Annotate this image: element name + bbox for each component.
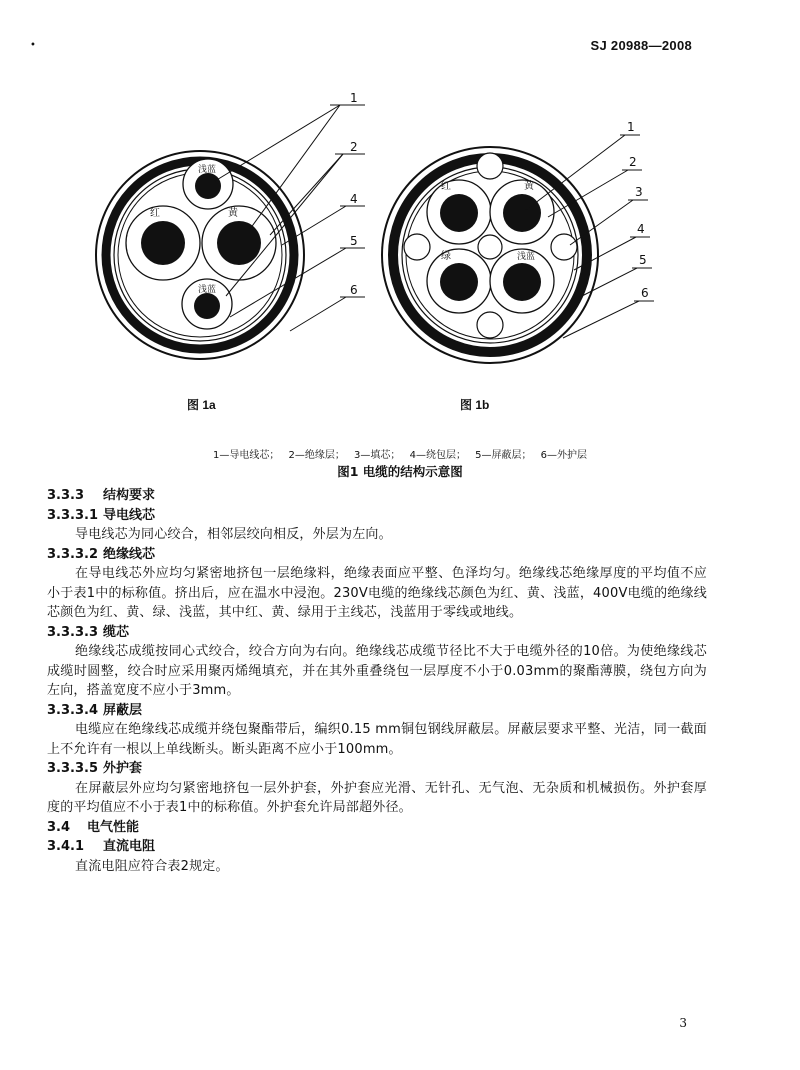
section-heading: 3.3.3 结构要求 (47, 488, 156, 503)
section-paragraph: 直流电阻应符合表2规定。 (75, 858, 229, 874)
section-paragraph: 在屏蔽层外应均匀紧密地挤包一层外护套，外护套应光滑、无针孔、无气泡、无杂质和机械损伤。外护套厚度的平均值应不小于表1中的标称值。外护套允许局部超外径。 (47, 780, 707, 815)
section-heading: 3.3.3.3 缆芯 (47, 624, 130, 640)
page-number: 3 (679, 1016, 687, 1030)
section-paragraph: 在导电线芯外应均匀紧密地挤包一层绝缘料，绝缘表面应平整、色泽均匀。绝缘线芯绝缘厚度的平均值不应小于表1中的标称值。挤出后，应在温水中浸泡。230V电缆的绝缘线芯颜色为红、黄、浅蓝，400V电缆的绝缘线芯颜色为红、黄、绿、浅蓝，其中红、黄、绿用于主线芯，浅蓝用于零线或地线。 (47, 566, 707, 620)
fig-a-callout-2: 2 (350, 140, 358, 154)
fig-a-callout-6: 6 (350, 283, 358, 297)
fig-a-core-top-color: 浅蓝 (198, 165, 217, 175)
fig-a-callout-5: 5 (350, 234, 358, 248)
body-text (47, 486, 707, 876)
section-paragraph: 电缆应在绝缘线芯成缆并绕包聚酯带后，编织0.15 mm铜包钢线屏蔽层。屏蔽层要求平整、光洁，同一截面上不允许有一根以上单线断头。断头距离不应小于100mm。 (47, 722, 707, 757)
fig-a-core-bottom-color: 浅蓝 (198, 285, 217, 295)
standard-number: SJ 20988—2008 (590, 38, 692, 53)
cable-structure-figure (0, 85, 800, 445)
section-heading: 3.4.1 直流电阻 (47, 839, 156, 854)
figure-1a-label: 图 1a (187, 398, 216, 412)
section-heading: 3.4 电气性能 (47, 819, 140, 835)
figure-1a-diagram (96, 91, 365, 359)
fig-b-callout-1: 1 (627, 120, 635, 134)
section-paragraph: 导电线芯为同心绞合，相邻层绞向相反，外层为左向。 (75, 527, 392, 542)
fig-a-callout-1: 1 (350, 91, 358, 105)
cable-diagrams-svg (0, 85, 800, 415)
fig-b-callout-5: 5 (639, 253, 647, 267)
figure-legend: 1—导电线芯； 2—绝缘层； 3—填芯； 4—绕包层； 5—屏蔽层； 6—外护层 (212, 450, 588, 461)
section-heading: 3.3.3.5 外护套 (47, 761, 143, 776)
fig-a-core-left-color: 红 (150, 208, 160, 219)
figure-1b-label: 图 1b (460, 398, 490, 412)
fig-b-callout-3: 3 (635, 185, 643, 199)
section-heading: 3.3.3.1 导电线芯 (47, 507, 156, 523)
section-paragraph: 绝缘线芯成缆按同心式绞合，绞合方向为右向。绝缘线芯成缆节径比不大于电缆外径的10倍。为使绝缘线芯成缆时圆整，绞合时应采用聚丙烯绳填充，并在其外重叠绕包一层厚度不小于0.03mm的聚酯薄膜，绕包方向为左向，搭盖宽度不应小于3mm。 (47, 644, 707, 698)
figure-1b-diagram (382, 120, 654, 363)
fig-b-core-top-right-color: 黄 (524, 181, 534, 192)
fig-b-callout-2: 2 (629, 155, 637, 169)
margin-mark: • (30, 40, 36, 51)
section-heading: 3.3.3.2 绝缘线芯 (47, 546, 156, 562)
fig-b-core-top-left-color: 红 (441, 181, 451, 192)
fig-b-callout-4: 4 (637, 222, 645, 236)
fig-b-core-bottom-left-color: 绿 (441, 251, 451, 262)
figure-caption: 图1 电缆的结构示意图 (337, 464, 463, 479)
fig-b-callout-6: 6 (641, 286, 649, 300)
section-heading: 3.3.3.4 屏蔽层 (47, 702, 143, 718)
fig-a-core-right-color: 黄 (228, 208, 238, 219)
fig-a-callout-4: 4 (350, 192, 358, 206)
fig-b-core-bottom-right-color: 浅蓝 (517, 252, 536, 262)
